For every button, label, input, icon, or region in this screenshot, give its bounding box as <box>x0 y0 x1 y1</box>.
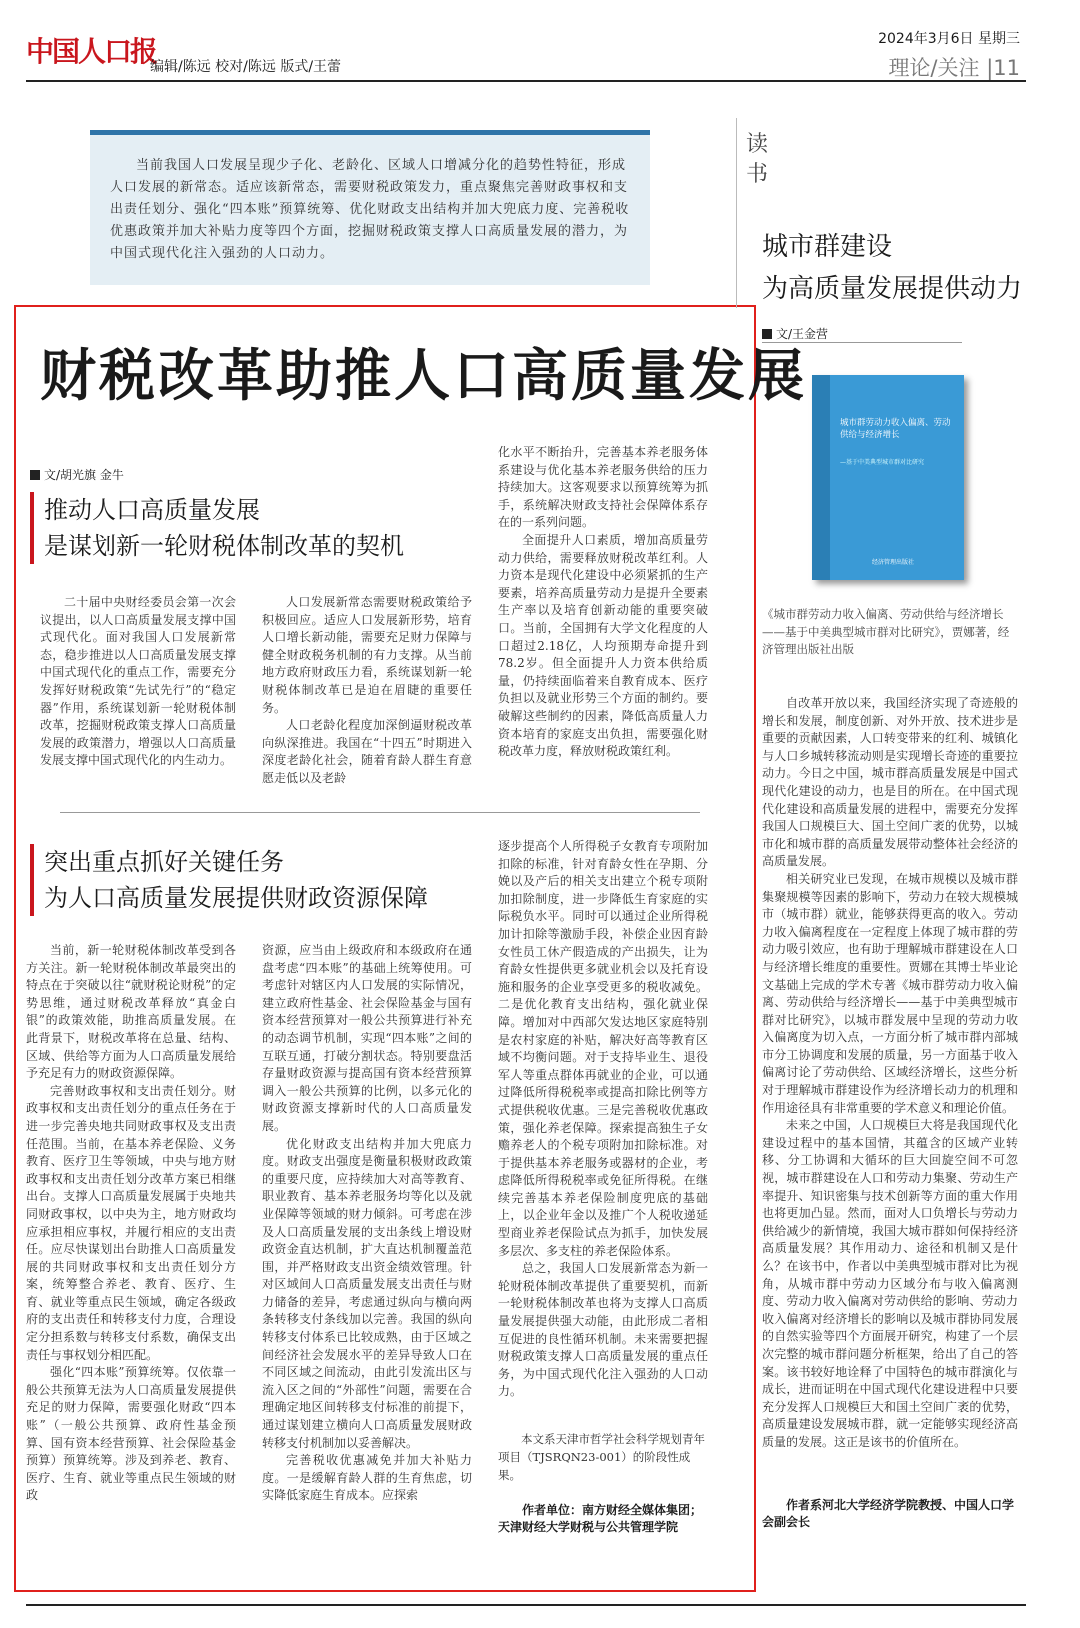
article-headline: 财税改革助推人口高质量发展 <box>40 343 807 409</box>
paragraph: 自改革开放以来，我国经济实现了奇迹般的增长和发展，制度创新、对外开放、技术进步是重要的贡献因素，人口转变带来的红利、城镇化与人口乡城转移流动则是实现增长奇迹的重要拉动力。今日之中国，城市群高质量发展是中国式现代化建设的动力，也是目的所在。在中国式现代化建设和高质量发展的进程中，需要充分发挥我国人口规模巨大、国土空间广袤的优势，以城市化和城市群的高质量发展带动整体社会经济的高质量发展。 <box>762 696 1018 869</box>
reading-section-label: 读书 <box>746 132 769 187</box>
paragraph: 全面提升人口素质，增加高质量劳动力供给，需要释放财税改革红利。人力资本是现代化建设中必须紧抓的生产要素，培养高质量劳动力是提升全要素生产率以及培育创新动能的重要突破口。当前，全国拥有大学文化程度的人口超过2.18亿，人均预期寿命提升到78.2岁。但全面提升人力资本供给质量，仍持续面临着来自教育成本、医疗负担以及就业形势三个方面的制约。要破解这些制约的因素，降低高质量人力资本培育的家庭支出负担，需要强化财税改革力度，释放财税政策红利。 <box>498 532 708 759</box>
funding-note: 本文系天津市哲学社会科学规划青年项目（TJSRQN23-001）的阶段性成果。 <box>498 1432 705 1482</box>
author-unit: 作者单位：南方财经全媒体集团；天津财经大学财税与公共管理学院 <box>498 1503 703 1534</box>
paragraph: 人口发展新常态需要财税政策给予积极回应。适应人口发展新形势，培育人口增长新动能，需要充足财力保障与健全财政税务机制的有力支撑。从当前地方政府财政压力看，系统谋划新一轮财税体制改革已是迫在眉睫的重要任务。 <box>262 595 472 715</box>
reading-byline-text: 文/王金营 <box>776 327 829 341</box>
reading-title-line2: 为高质量发展提供动力 <box>762 274 1023 304</box>
section-divider <box>60 812 700 813</box>
book-caption: 《城市群劳动力收入偏离、劳动供给与经济增长——基于中美典型城市群对比研究》，贾娜著，经济管理出版社出版 <box>762 607 1010 656</box>
reading-title <box>762 226 1022 310</box>
book-cover-subtitle: —基于中美典型城市群对比研究 <box>840 459 925 466</box>
reading-byline-rule <box>762 342 962 343</box>
paragraph: 完善税收优惠减免并加大补贴力度。一是缓解育龄人群的生育焦虑，切实降低家庭生育成本。应探索 <box>262 1453 472 1503</box>
reading-body <box>762 695 1018 1452</box>
paragraph: 总之，我国人口发展新常态为新一轮财税体制改革提供了重要契机，而新一轮财税体制改革也将为支撑人口高质量发展提供强大动能，由此形成二者相互促进的良性循环机制。未来需要把握财税政策支撑人口高质量发展的重点任务，为中国式现代化注入强劲的人口动力。 <box>498 1261 708 1399</box>
paragraph: 逐步提高个人所得税子女教育专项附加扣除的标准，针对育龄女性在孕期、分娩以及产后的相关支出建立个税专项附加扣除制度，进一步降低生育家庭的实际税负水平。同时可以通过企业所得税加计扣除等激励手段，补偿企业因育龄女性员工休产假造成的产出损失，让为育龄女性提供更多就业机会以及托育设施和服务的企业享受更多的税收减免。二是优化教育支出结构，强化就业保障。增加对中西部欠发达地区家庭特别是农村家庭的补贴，解决好高等教育区域不均衡问题。对于支持毕业生、退役军人等重点群体再就业的企业，可以通过降低所得税税率或提高扣除比例等方式提供税收优惠。三是完善税收优惠政策，强化养老保障。探索提高独生子女赡养老人的个税专项附加扣除标准。对于提供基本养老服务或器材的企业，考虑降低所得税税率或免征所得税。在继续完善基本养老保险制度兜底的基础上，以企业年金以及推广个人税收递延型商业养老保险试点为抓手，加快发展多层次、多支柱的养老保险体系。 <box>498 839 708 1258</box>
section2-title-line1: 突出重点抓好关键任务 <box>44 848 284 876</box>
section2-column-3 <box>498 838 708 1401</box>
book-spine <box>812 375 830 580</box>
byline-square-icon <box>30 470 40 480</box>
paragraph: 化水平不断抬升，完善基本养老服务体系建设与优化基本养老服务供给的压力持续加大。这客观要求以预算统筹为抓手，系统解决财政支持社会保障体系存在的一系列问题。 <box>498 445 708 530</box>
paragraph: 人口老龄化程度加深倒逼财税改革向纵深推进。我国在“十四五”时期进入深度老龄化社会，随着育龄人群生育意愿走低以及老龄 <box>262 718 472 785</box>
book-cover-publisher: 经济管理出版社 <box>872 559 915 566</box>
section-label: 理论/关注 |11 <box>888 56 1020 80</box>
section2-column-2 <box>262 942 472 1505</box>
reading-title-line1: 城市群建设 <box>762 232 893 262</box>
issue-date: 2024年3月6日 星期三 <box>878 31 1020 47</box>
paragraph: 完善财政事权和支出责任划分。财政事权和支出责任划分的重点任务在于进一步完善央地共同财政事权及支出责任范围。当前，在基本养老保险、义务教育、医疗卫生等领域，中央与地方财政事权和支出责任划分改革方案已相继出台。支撑人口高质量发展属于央地共同财政事权，以中央为主，地方财政均应承担相应事权，并履行相应的支出责任。应尽快谋划出台助推人口高质量发展的共同财政事权和支出责任划分方案，统筹整合养老、教育、医疗、生育、就业等重点民生领域，确定各级政府的支出责任和转移支付力度，合理设定分担系数与转移支付系数，确保支出责任与事权划分相匹配。 <box>26 1083 236 1362</box>
top-divider <box>26 80 1026 82</box>
section1-subtitle <box>30 492 404 564</box>
section2-subtitle <box>30 844 428 916</box>
article-byline <box>30 466 124 483</box>
paragraph: 资源，应当由上级政府和本级政府在通盘考虑“四本账”的基础上统筹使用。可考虑针对辖区内人口发展的实际情况，建立政府性基金、社会保险基金与国有资本经营预算对一般公共预算进行补充的动态调节机制，实现“四本账”之间的互联互通，打破分割状态。特别要盘活存量财政资源与提高国有资本经营预算调入一般公共预算的比例，以多元化的财政资源支撑新时代的人口高质量发展。 <box>262 943 472 1133</box>
section1-column-3 <box>498 444 708 761</box>
paragraph: 强化“四本账”预算统筹。仅依靠一般公共预算无法为人口高质量发展提供充足的财力保障，需要强化财政“四本账”（一般公共预算、政府性基金预算、国有资本经营预算、社会保险基金预算）预算统筹。涉及到养老、教育、医疗、生育、就业等重点民生领域的财政 <box>26 1365 236 1503</box>
reading-author-note: 作者系河北大学经济学院教授、中国人口学会副会长 <box>762 1498 1015 1529</box>
reading-byline <box>762 325 828 342</box>
section1-title-line1: 推动人口高质量发展 <box>44 496 260 524</box>
paragraph: 未来之中国，人口规模巨大将是我国现代化建设过程中的基本国情，其蕴含的区域产业转移、分工协调和大循环的巨大回旋空间不可忽视，城市群建设在人口和劳动力集聚、劳动生产率提升、知识密集与技术创新等方面的重大作用也将更加凸显。然而，面对人口负增长与劳动力供给减少的新情境，我国大城市群如何保持经济高质量发展？其作用动力、途径和机制又是什么？在该书中，作者以中美典型城市群对比为视角，从城市群中劳动力区域分布与收入偏离测度、劳动力收入偏离对劳动供给的影响、劳动力收入偏离对经济增长的影响以及城市群协同发展的自然实验等四个方面展开研究，构建了一个层次完整的城市群问题分析框架，给出了自己的答案。该书较好地诠释了中国特色的城市群演化与成长，进而证明在中国式现代化建设进程中只要充分发挥人口规模巨大和国土空间广袤的优势，高质量建设发展城市群，就一定能够实现经济高质量的发展。这正是该书的价值所在。 <box>762 1118 1018 1449</box>
paragraph: 相关研究业已发现，在城市规模以及城市群集聚规模等因素的影响下，劳动力在较大规模城市（城市群）就业，能够获得更高的收入。劳动力收入偏离程度在一定程度上体现了城市群的劳动力吸引效应，也有助于理解城市群建设在人口与经济增长维度的重要性。贾娜在其博士毕业论文基础上完成的学术专著《城市群劳动力收入偏离、劳动供给与经济增长——基于中美典型城市群对比研究》，以城市群发展中呈现的劳动力收入偏离度为切入点，一方面分析了城市群内部城市分工协调度和发展的质量，另一方面基于收入偏离讨论了劳动供给、区域经济增长，这些分析对于理解城市群建设作为经济增长动力的机理和作用途径具有非常重要的学术意义和理论价值。 <box>762 871 1018 1115</box>
section2-title-line2: 为人口高质量发展提供财政资源保障 <box>44 884 428 912</box>
section1-column-2 <box>262 594 472 788</box>
book-cover-title: 城市群劳动力收入偏离、劳动供给与经济增长 <box>840 418 951 440</box>
section1-column-1 <box>40 594 236 770</box>
article-byline-text: 文/胡光旗 金牛 <box>44 468 124 482</box>
reading-vertical-rule <box>736 118 737 308</box>
paragraph: 二十届中央财经委员会第一次会议提出，以人口高质量发展支撑中国式现代化。面对我国人口发展新常态，稳步推进以人口高质量发展支撑中国式现代化的重点工作，需要充分发挥好财税政策“先试先行”的“稳定器”作用，系统谋划新一轮财税体制改革，挖掘财税政策支撑人口高质量发展的政策潜力，增强以人口高质量发展支撑中国式现代化的内生动力。 <box>40 595 236 768</box>
paragraph: 当前，新一轮财税体制改革受到各方关注。新一轮财税体制改革最突出的特点在于突破以往“就财税论财税”的定势思维，通过财税改革释放“真金白银”的政策效能，助推高质量发展。在此背景下，财税改革将在总量、结构、区域、供给等方面为人口高质量发展给予充足有力的财政资源保障。 <box>26 943 236 1081</box>
newspaper-logo: 中国人口报 <box>26 35 157 68</box>
editors-credit: 编辑/陈远 校对/陈远 版式/王蕾 <box>150 59 342 75</box>
section2-column-1 <box>26 942 236 1505</box>
book-cover-image <box>812 375 964 580</box>
bottom-divider <box>26 1604 1026 1606</box>
paragraph: 优化财政支出结构并加大兜底力度。财政支出强度是衡量积极财政政策的重要尺度，应持续加大对高等教育、职业教育、基本养老服务均等化以及就业保障等领域的财力倾斜。可考虑在涉及人口高质量发展的支出条线上增设财政资金直达机制，扩大直达机制覆盖范围，并严格财政支出资金绩效管理。针对区域间人口高质量发展支出责任与财力储备的差异，考虑通过纵向与横向两条转移支付条线加以完善。我国的纵向转移支付体系已比较成熟，由于区域之间经济社会发展水平的差异导致人口在不同区域之间流动，由此引发流出区与流入区之间的“外部性”问题，需要在合理确定地区间转移支付标准的前提下，通过谋划建立横向人口高质量发展财政转移支付机制加以妥善解决。 <box>262 1136 472 1450</box>
section1-title-line2: 是谋划新一轮财税体制改革的契机 <box>44 532 404 560</box>
byline-square-icon <box>762 329 772 339</box>
summary-text: 当前我国人口发展呈现少子化、老龄化、区域人口增减分化的趋势性特征，形成人口发展的新常态。适应该新常态，需要财税政策发力，重点聚焦完善财政事权和支出责任划分、强化“四本账”预算统筹、优化财政支出结构并加大兜底力度、完善税收优惠政策并加大补贴力度等四个方面，挖掘财税政策支撑人口高质量发展的潜力，为中国式现代化注入强劲的人口动力。 <box>110 158 630 261</box>
